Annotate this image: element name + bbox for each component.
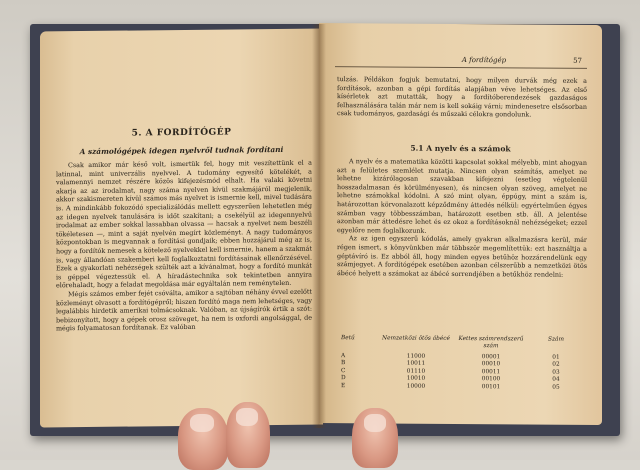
table-cell: 10000 (406, 383, 426, 390)
left-page (40, 29, 323, 428)
left-page-body (56, 159, 312, 334)
book-gutter (312, 24, 326, 428)
right-paragraph-1: tulzás. Példákon fogjuk bemutatni, hogy milyen durvák még ezek a fordítások, azonban a gépi fordítás alapjában véve lehetséges. Az első kísérletek azt mutatták, hogy a fordítóberendezések gazdaságos felhasználására talán már nem is kell sokáig várni; mindenesetre elsősorban csak tudományos, gazdasági és műszaki célokra gondolunk. (337, 75, 587, 119)
table-cell: C (341, 367, 346, 375)
chapter-title: 5. A FORDÍTÓGÉP (131, 127, 232, 139)
section-paragraph-1: A nyelv és a matematika közötti kapcsolat sokkal mélyebb, mint ahogyan azt a felületes szemlélet mutatja. Nincsen olyan számítás, amelyet ne lehetne kizárólagosan szavakban kifejezni (esetleg végtelenül hosszadalmasan és körülményesen), és nincsen olyan szöveg, amelyet ne lehetne számokkal kódolni. A szó mint olyan, éppúgy, mint a szám is, határozottan körvonalazott képződmény áttedés nélkül: egyértelműen égyes számban vagy többesszámban, határozott esetben stb. áll. A jelentése azonban már áttedésre lehet és ez okoz a fordításoknál nehézségeket; ezzel egyelőre nem foglalkozunk. (337, 157, 587, 235)
code-table (341, 335, 586, 392)
column-letter (341, 353, 381, 390)
column-binary-code (451, 354, 531, 392)
table-cell: D (341, 375, 346, 382)
table-cell: 00101 (481, 383, 501, 390)
column-number (531, 354, 581, 391)
table-cell: 05 (552, 384, 560, 391)
table-cell: 00001 (481, 354, 501, 361)
finger-right (352, 408, 398, 468)
table-cell: 00011 (481, 368, 501, 376)
table-cell: 01110 (406, 368, 426, 375)
header-letter: Betű (341, 335, 355, 342)
chapter-subtitle: A számológépek idegen nyelvről tudnak fordítani (79, 144, 284, 157)
table-cell: 02 (552, 362, 560, 369)
table-cell: E (341, 382, 346, 389)
table-cell: 04 (552, 376, 560, 383)
running-header: A fordítógép (461, 56, 507, 65)
right-section-body (337, 157, 587, 279)
finger-left (178, 408, 228, 470)
header-number: Szám (548, 336, 564, 343)
column-international-code (381, 353, 451, 391)
table-cell: 11000 (406, 353, 426, 360)
table-cell: 00010 (481, 361, 501, 368)
section-paragraph-2: Az az igen egyszerű kódolás, amely gyakran alkalmazásra kerül, már régen ismert, s könyvünkben már többször megemlítettük: ezt használtja a géptávíró is. Ez abból áll, hogy minden egyes betűhöz hozzárendelünk egy számjegyet. A fordítógépek esetében azonban célszerűbb a nemzetközi ötös ábécé helyett a számokat az ábécé sorrendjében a betűkhöz rendelni: (337, 234, 587, 279)
table-cell: 03 (552, 369, 560, 376)
table-cell: 10011 (406, 361, 426, 368)
right-intro (337, 75, 587, 120)
table-cell: B (341, 360, 346, 367)
table-cell: A (341, 353, 346, 360)
code-table-body (341, 353, 586, 392)
left-paragraph-2: Mégis számos ember fejét csóválta, amikor a sajtóban néhány évvel ezelőtt közleményt olvasott a fordítógépről; hiszen fordító maga nem lehetséges, vagy legalábbis hirdetik amerikai tolmácsoknak. Valóban, az újságírók értik a szót: bebizonyított, hogy a gépek orosz szöveget, ha nem is oxfordi angolsággal, de mégis folyamatosan fordítanak. Ez valóban (56, 287, 312, 333)
header-international: Nemzetközi ötös ábécé (382, 335, 450, 342)
table-cell: 00100 (481, 376, 501, 383)
right-page (319, 23, 602, 425)
table-cell: 01 (552, 354, 560, 361)
section-title: 5.1 A nyelv és a számok (410, 143, 511, 154)
left-paragraph-1: Csak amikor már késő volt, ismertük fel, hogy mit veszítettünk el a latinnal, mint univerzális nyelvvel. A tudomány egyesítő kötelékét, a valamennyi nemzet részére közös kifejezésmód elhalt. Ha valaki követni akarja az az irodalmat, nagy száma nyelven kívül szakmájáról megjelenik, akkor szakismereten kívül számos más nyelvet is ismernie kell, mivel tudására is. A mindinkább fokozódó specializálódás mellett egyszerűen lehetetlen még az idegen nyelvek tanulására is időt szakítani; a csekélyül az idegennyelvű irodalmat az ember sokkal lassabban olvassa — hacsak a nyelvet nem beszéli tökéletesen —, mint a saját nyelvén megírt közleményt. A nagy tudományos központokban is megvannak a fordítási gondjaik; ebben hozzájárul még az is, hogy a fordítók nemesek a kötelező nyelvekkel kell ismernie, hanem a szakmát is, vagy állandóan szakemberi kell foglalkoztatni fordításainak ellenőrzésével. Ezek a gyakorlati nehézségek szülték azt a kívánalmat, hogy a fordító munkát is géppel végeztessük el. A híradástechnika sok tekintetben annyira előrehaladt, hogy a feladat megoldása már egyáltalán nem reménytelen. (56, 158, 313, 290)
table-cell: 10010 (406, 375, 426, 382)
page-number: 57 (573, 56, 582, 65)
code-table-header (341, 335, 586, 351)
finger-middle (226, 402, 270, 468)
header-rule (335, 66, 587, 69)
header-binary: Kettes számrendszerű szám (458, 335, 524, 350)
